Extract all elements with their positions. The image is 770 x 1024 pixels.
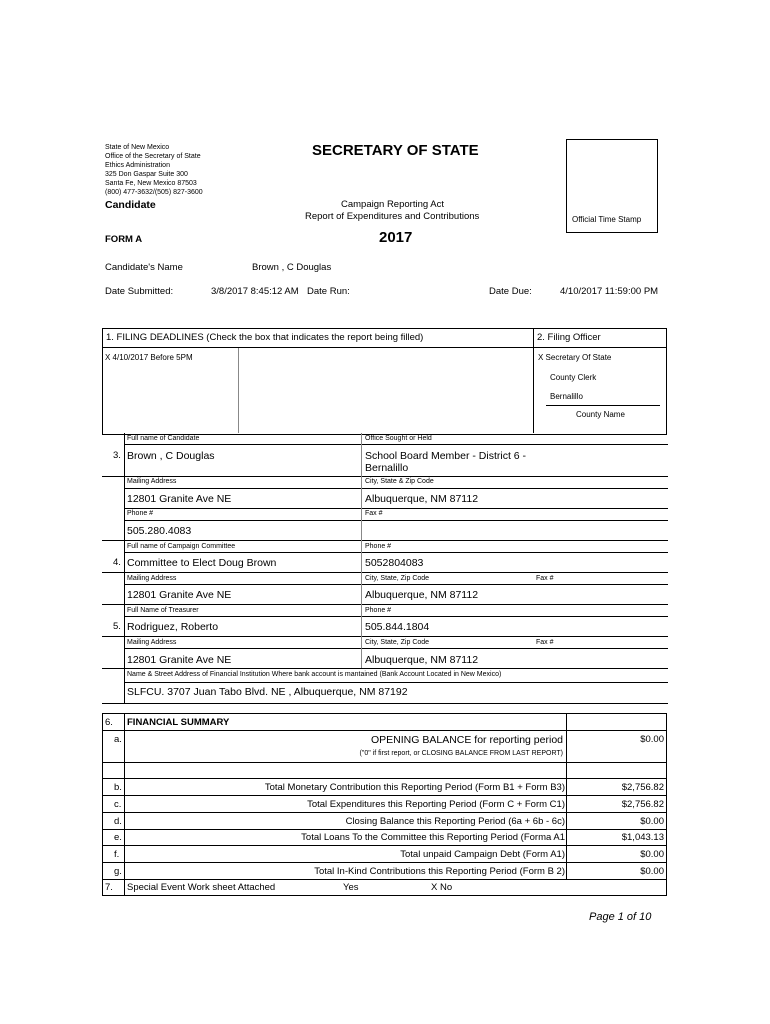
row-rule	[102, 540, 668, 541]
bank-address: SLFCU. 3707 Juan Tabo Blvd. NE , Albuquerque, NM 87192	[127, 686, 408, 698]
summary-rule	[102, 829, 666, 830]
agency-line: Ethics Administration	[105, 162, 170, 169]
section-left-rule	[124, 433, 125, 703]
candidate-phone: 505.280.4083	[127, 525, 192, 537]
county-name-rule	[546, 405, 660, 406]
summary-letter-a: a.	[114, 734, 122, 745]
candidate-city-label: City, State & Zip Code	[365, 478, 434, 485]
summary-rule	[102, 845, 666, 846]
officer-county-value: Bernalillo	[550, 392, 583, 401]
act-title: Campaign Reporting Act	[341, 199, 444, 210]
row-rule	[102, 476, 668, 477]
summary-value-f: $0.00	[640, 849, 664, 860]
summary-value-rule	[566, 713, 567, 879]
date-run-label: Date Run:	[307, 286, 350, 297]
summary-letter-f: f.	[114, 849, 120, 860]
treasurer-name-label: Full Name of Treasurer	[127, 607, 199, 614]
row-rule	[124, 584, 668, 585]
committee-mailing-label: Mailing Address	[127, 575, 177, 582]
treasurer-city: Albuquerque, NM 87112	[365, 654, 479, 666]
committee-city: Albuquerque, NM 87112	[365, 589, 479, 601]
summary-letter-g: g.	[114, 866, 122, 877]
filing-divider	[533, 328, 534, 433]
summary-value-c: $2,756.82	[621, 799, 664, 810]
treasurer-mailing-label: Mailing Address	[127, 639, 177, 646]
opening-balance-label: OPENING BALANCE for reporting period	[371, 734, 563, 746]
date-submitted-label: Date Submitted:	[105, 286, 174, 297]
summary-value-e: $1,043.13	[621, 832, 664, 843]
row-rule	[124, 444, 668, 445]
row-rule	[124, 488, 668, 489]
row-rule	[102, 668, 668, 669]
committee-name-label: Full name of Campaign Committee	[127, 543, 236, 550]
row-rule	[124, 682, 668, 683]
agency-line: 325 Don Gaspar Suite 300	[105, 171, 188, 178]
filing-deadlines-header: 1. FILING DEADLINES (Check the box that indicates the report being filled)	[106, 332, 424, 343]
committee-mailing-address: 12801 Granite Ave NE	[127, 589, 232, 601]
candidate-name-value: Brown , C Douglas	[252, 262, 332, 273]
summary-rule	[102, 778, 666, 779]
summary-label-d: Closing Balance this Reporting Period (6a + 6b - 6c)	[345, 816, 565, 827]
summary-rule	[102, 812, 666, 813]
agency-block	[105, 143, 203, 197]
deadline-checkbox-apr10[interactable]: X 4/10/2017 Before 5PM	[105, 353, 193, 362]
section-3-number: 3.	[113, 450, 121, 461]
committee-fax-label: Fax #	[536, 575, 554, 582]
summary-rule	[102, 795, 666, 796]
officer-county-clerk[interactable]: County Clerk	[550, 373, 597, 382]
agency-line: Santa Fe, New Mexico 87503	[105, 180, 197, 187]
page-title: SECRETARY OF STATE	[312, 142, 479, 159]
county-name-label: County Name	[576, 410, 625, 419]
candidate-heading: Candidate	[105, 199, 156, 211]
office-sought-label: Office Sought or Held	[365, 435, 432, 442]
section-5-number: 5.	[113, 621, 121, 632]
summary-rule	[102, 879, 666, 880]
date-submitted-value: 3/8/2017 8:45:12 AM	[211, 286, 299, 297]
summary-value-d: $0.00	[640, 816, 664, 827]
treasurer-city-label: City, State, Zip Code	[365, 639, 430, 646]
candidate-mailing-address: 12801 Granite Ave NE	[127, 493, 232, 505]
summary-label-b: Total Monetary Contribution this Reporting Period (Form B1 + Form B3)	[264, 782, 565, 793]
treasurer-phone: 505.844.1804	[365, 621, 430, 633]
section-4-number: 4.	[113, 557, 121, 568]
summary-letter-rule	[124, 713, 125, 895]
opening-balance-value: $0.00	[640, 734, 664, 745]
summary-letter-d: d.	[114, 816, 122, 827]
row-rule	[124, 508, 668, 509]
section-7-number: 7.	[105, 882, 113, 893]
bank-label: Name & Street Address of Financial Institution Where bank account is mantained (Bank Account Located in New Mexico)	[127, 671, 502, 678]
treasurer-fax-label: Fax #	[536, 639, 554, 646]
date-due-value: 4/10/2017 11:59:00 PM	[560, 286, 659, 297]
summary-value-g: $0.00	[640, 866, 664, 877]
summary-label-f: Total unpaid Campaign Debt (Form A1)	[400, 849, 565, 860]
summary-letter-e: e.	[114, 832, 122, 843]
special-event-yes[interactable]: Yes	[343, 882, 359, 893]
candidate-city: Albuquerque, NM 87112	[365, 493, 479, 505]
summary-letter-c: c.	[114, 799, 122, 810]
candidate-phone-label: Phone #	[127, 510, 154, 517]
row-rule	[124, 520, 668, 521]
section-6-number: 6.	[105, 717, 113, 728]
summary-label-g: Total In-Kind Contributions this Reporting Period (Form B 2)	[314, 866, 565, 877]
opening-balance-note: ("0" if first report, or CLOSING BALANCE FROM LAST REPORT)	[359, 750, 563, 757]
row-rule	[102, 604, 668, 605]
row-rule	[102, 572, 668, 573]
summary-rule	[102, 730, 666, 731]
date-due-label: Date Due:	[489, 286, 532, 297]
summary-rule	[102, 762, 666, 763]
treasurer-name: Rodriguez, Roberto	[127, 621, 219, 633]
summary-label-e: Total Loans To the Committee this Reporting Period (Forma A1	[301, 832, 565, 843]
agency-line: (800) 477-3632/(505) 827-3600	[105, 189, 203, 196]
deadline-col-rule	[238, 348, 239, 433]
special-event-label: Special Event Work sheet Attached	[127, 882, 276, 893]
filing-officer-header: 2. Filing Officer	[537, 332, 601, 343]
treasurer-phone-label: Phone #	[365, 607, 392, 614]
summary-letter-b: b.	[114, 782, 122, 793]
report-year: 2017	[379, 229, 413, 246]
candidate-fax-label: Fax #	[365, 510, 383, 517]
office-sought-line1: School Board Member - District 6 -	[365, 450, 527, 462]
column-rule	[361, 433, 362, 668]
financial-summary-title: FINANCIAL SUMMARY	[127, 717, 230, 728]
committee-city-label: City, State, Zip Code	[365, 575, 430, 582]
committee-phone: 5052804083	[365, 557, 424, 569]
agency-line: Office of the Secretary of State	[105, 153, 201, 160]
committee-phone-label: Phone #	[365, 543, 392, 550]
committee-name: Committee to Elect Doug Brown	[127, 557, 277, 569]
summary-value-b: $2,756.82	[621, 782, 664, 793]
candidate-name-label: Candidate's Name	[105, 262, 183, 273]
row-rule	[124, 648, 668, 649]
time-stamp-label: Official Time Stamp	[572, 215, 642, 224]
treasurer-mailing-address: 12801 Granite Ave NE	[127, 654, 232, 666]
summary-rule	[102, 862, 666, 863]
row-rule	[102, 636, 668, 637]
row-rule	[124, 552, 668, 553]
officer-secretary-of-state[interactable]: X Secretary Of State	[538, 353, 612, 362]
page-number: Page 1 of 10	[589, 911, 652, 923]
agency-line: State of New Mexico	[105, 144, 170, 151]
row-rule	[124, 616, 668, 617]
form-label: FORM A	[105, 234, 143, 245]
candidate-full-name: Brown , C Douglas	[127, 450, 215, 462]
candidate-full-name-label: Full name of Candidate	[127, 435, 200, 442]
filing-header-rule	[102, 347, 666, 348]
candidate-mailing-label: Mailing Address	[127, 478, 177, 485]
report-title: Report of Expenditures and Contributions	[305, 211, 480, 222]
special-event-no[interactable]: X No	[431, 882, 453, 893]
summary-label-c: Total Expenditures this Reporting Period (Form C + Form C1)	[307, 799, 565, 810]
office-sought-line2: Bernalillo	[365, 462, 409, 474]
row-rule	[102, 703, 668, 704]
